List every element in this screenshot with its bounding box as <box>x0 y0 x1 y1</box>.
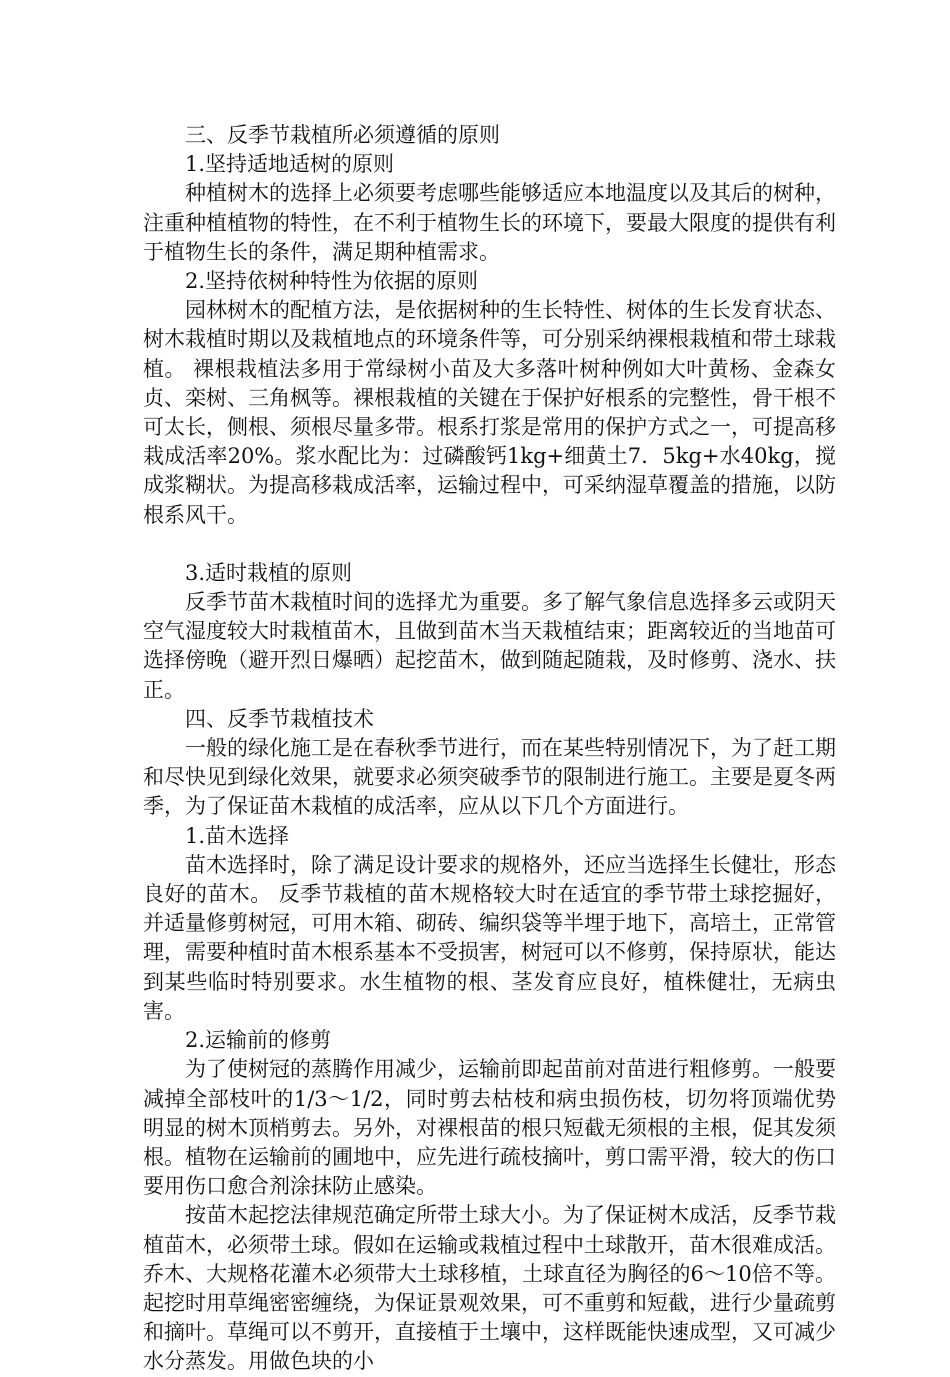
subheading-3: 3.适时栽植的原则 <box>185 560 353 585</box>
body-paragraph: 为了使树冠的蒸腾作用减少，运输前即起苗前对苗进行粗修剪。一般要减掉全部枝叶的1/3～1/2，同时剪去枯枝和病虫损伤枝，切勿将顶端优势明显的树木顶梢剪去。另外，对裸根苗的根只短截无须根的主根，促其发须根。植物在运输前的圃地中，应先进行疏枝摘叶，剪口需平滑，较大的伤口要用伤口愈合剂涂抹防止感染。 <box>143 1057 836 1199</box>
subheading-2: 2.坚持依树种特性为依据的原则 <box>185 269 479 294</box>
body-paragraph: 反季节苗木栽植时间的选择尤为重要。多了解气象信息选择多云或阴天空气湿度较大时栽植苗木，且做到苗木当天栽植结束；距离较近的当地苗可选择傍晚（避开烈日爆晒）起挖苗木，做到随起随栽，及时修剪、浇水、扶正。 <box>143 590 836 702</box>
section-heading-4: 四、反季节栽植技术 <box>185 706 374 731</box>
body-paragraph: 种植树木的选择上必须要考虑哪些能够适应本地温度以及其后的树种，注重种植植物的特性，在不利于植物生长的环境下，要最大限度的提供有利于植物生长的条件，满足期种植需求。 <box>143 181 836 264</box>
body-paragraph: 一般的绿化施工是在春秋季节进行，而在某些特别情况下，为了赶工期和尽快见到绿化效果，就要求必须突破季节的限制进行施工。主要是夏冬两季，为了保证苗木栽植的成活率，应从以下几个方面进行。 <box>143 736 836 819</box>
document-body <box>143 121 836 1377</box>
subheading-1: 1.坚持适地适树的原则 <box>185 152 395 177</box>
subheading-seedling-selection: 1.苗木选择 <box>185 823 290 848</box>
body-paragraph: 按苗木起挖法律规范确定所带土球大小。为了保证树木成活，反季节栽植苗木，必须带土球。假如在运输或栽植过程中土球散开，苗木很难成活。乔木、大规格花灌木必须带大土球移植，土球直径为胸径的6～10倍不等。起挖时用草绳密密缠绕，为保证景观效果，可不重剪和短截，进行少量疏剪和摘叶。草绳可以不剪开，直接植于土壤中，这样既能快速成型，又可减少水分蒸发。用做色块的小 <box>143 1203 836 1374</box>
subheading-pruning: 2.运输前的修剪 <box>185 1028 332 1053</box>
body-paragraph: 园林树木的配植方法，是依据树种的生长特性、树体的生长发育状态、树木栽植时期以及栽植地点的环境条件等，可分别采纳裸根栽植和带土球栽植。 裸根栽植法多用于常绿树小苗及大多落叶树种例如大叶黄杨、金森女贞、栾树、三角枫等。裸根栽植的关键在于保护好根系的完整性，骨干根不可太长，侧根、须根尽量多带。根系打浆是常用的保护方式之一，可提高移栽成活率20%。浆水配比为：过磷酸钙1kg+细黄土7．5kg+水40kg，搅成浆糊状。为提高移栽成活率，运输过程中，可采纳湿草覆盖的措施，以防根系风干。 <box>143 298 836 527</box>
body-paragraph: 苗木选择时，除了满足设计要求的规格外，还应当选择生长健壮，形态良好的苗木。 反季节栽植的苗木规格较大时在适宜的季节带土球挖掘好，并适量修剪树冠，可用木箱、砌砖、编织袋等半埋于地下，高培土，正常管理，需要种植时苗木根系基本不受损害，树冠可以不修剪，保持原状，能达到某些临时特别要求。水生植物的根、茎发育应良好，植株健壮，无病虫害。 <box>143 852 836 1023</box>
section-heading-3: 三、反季节栽植所必须遵循的原则 <box>185 123 500 147</box>
